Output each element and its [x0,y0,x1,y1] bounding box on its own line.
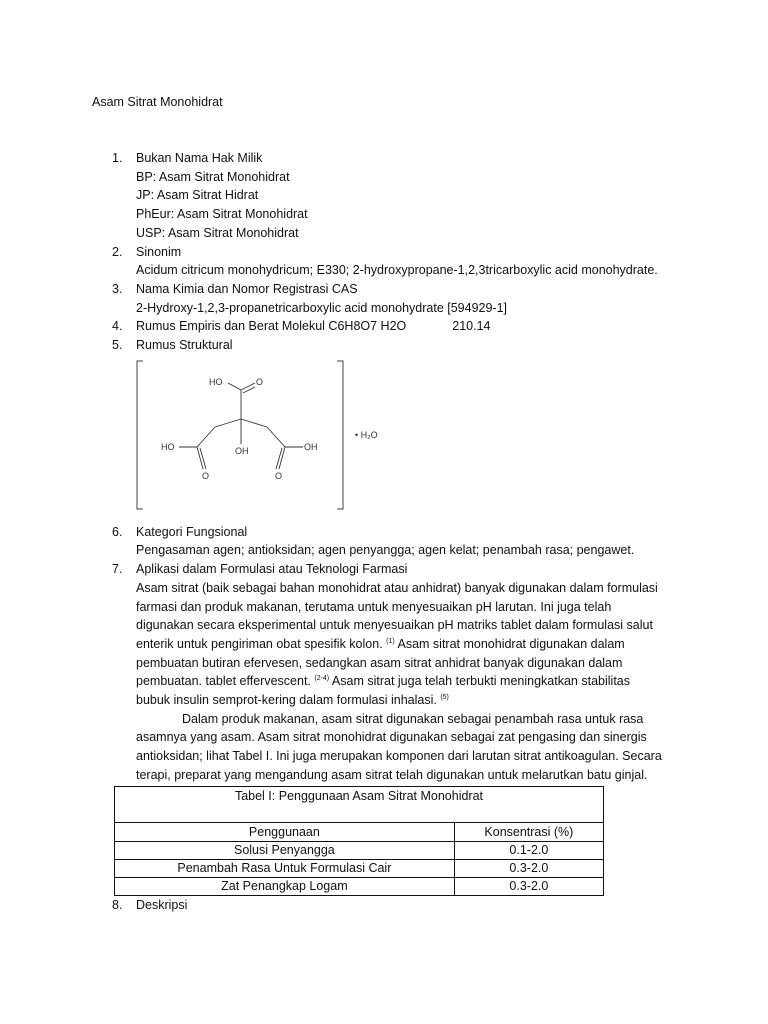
section-nonproprietary-names [112,149,682,243]
empirical-formula-line [136,317,682,336]
text-run: pembuatan. tablet effervescent. [136,674,315,689]
section-number: 7. [112,562,123,577]
label-o-right: O [275,470,283,481]
applications-paragraph-2 [136,710,682,785]
section-number: 1. [112,151,123,165]
paragraph-line: antioksidan; lihat Tabel I. Ini juga merupakan komponen dari larutan sitrat antikoagulan. Secara [136,749,662,764]
table-cell: Penambah Rasa Untuk Formulasi Cair [115,859,455,877]
paragraph-line [136,635,682,654]
table-header-row [115,822,604,841]
paragraph-line: farmasi dan produk makanan, terutama untuk menyesuaikan pH larutan. Ini juga telah [136,599,612,614]
name-bp: BP: Asam Sitrat Monohidrat [136,169,290,184]
section-number: 3. [112,281,123,296]
paragraph-line: digunakan secara eksperimental untuk menyesuaikan pH matriks tablet dalam formulasi salut [136,618,653,633]
section-number: 5. [112,338,123,353]
synonyms-text: Acidum citricum monohydricum; E330; 2-hydroxypropane-1,2,3tricarboxylic acid monohydrate. [136,263,658,278]
section-functional-category [112,523,682,560]
label-ho-top: HO [209,376,223,387]
right-bracket [337,361,343,509]
section-heading: Rumus Struktural [136,338,233,353]
paragraph-line: Dalam produk makanan, asam sitrat digunakan sebagai penambah rasa untuk rasa [182,711,644,726]
chemical-name-text: 2-Hydroxy-1,2,3-propanetricarboxylic acid monohydrate [594929-1] [136,300,508,315]
section-number: 8. [112,897,123,912]
name-pheur: PhEur: Asam Sitrat Monohidrat [136,207,308,222]
section-heading: Rumus Empiris dan Berat Molekul C6H8O7 H2O [136,319,407,334]
name-jp: JP: Asam Sitrat Hidrat [136,188,259,203]
text-run: Asam sitrat monohidrat digunakan dalam [394,636,625,651]
paragraph-line: Asam sitrat (baik sebagai bahan monohidrat atau anhidrat) banyak digunakan dalam formulasi [136,580,658,595]
label-ho-left: HO [161,441,175,452]
left-bracket [137,361,143,509]
paragraph-line [136,691,682,710]
label-water: • H₂O [355,429,378,440]
section-heading: Sinonim [136,244,182,259]
molecular-weight: 210.14 [452,319,491,334]
table-row [115,841,604,859]
label-oh-right: OH [304,441,318,452]
functional-category-text: Pengasaman agen; antioksidan; agen penyangga; agen kelat; penambah rasa; pengawet. [136,543,635,558]
name-usp: USP: Asam Sitrat Monohidrat [136,225,299,240]
citation-5: (5) [440,694,449,702]
column-header: Konsentrasi (%) [454,822,603,841]
bond-lines [179,383,303,469]
paragraph-line: terapi, preparat yang mengandung asam sitrat telah digunakan untuk melarutkan batu ginjal. [136,767,648,782]
paragraph-line [136,672,682,691]
column-header: Penggunaan [115,822,455,841]
applications-paragraph-1 [136,579,682,710]
citation-2-4: (2-4) [314,675,330,683]
structural-formula-figure [133,359,433,519]
text-run: bubuk insulin semprot-kering dalam formulasi inhalasi. [136,693,441,708]
section-applications [112,560,682,895]
text-run: enterik untuk pengiriman obat spesifik kolon. [136,636,387,651]
table-cell: Zat Penangkap Logam [115,877,455,895]
label-o-left: O [202,470,210,481]
citric-acid-structure [133,359,433,519]
section-heading: Kategori Fungsional [136,524,248,539]
text-run: Asam sitrat juga telah terbukti meningkatkan stabilitas [329,674,630,689]
numbered-list [112,149,682,914]
section-number: 2. [112,244,123,259]
label-oh-mid: OH [235,445,249,456]
section-heading: Nama Kimia dan Nomor Registrasi CAS [136,281,358,296]
section-synonyms [112,243,682,280]
section-description [112,896,682,915]
section-structural-formula [112,336,682,519]
document-title: Asam Sitrat Monohidrat [92,95,223,109]
citation-1: (1) [386,637,395,645]
section-empirical-formula [112,317,682,336]
section-chemical-name [112,280,682,317]
section-number: 4. [112,319,123,334]
section-heading: Deskripsi [136,897,188,912]
table-cell: 0.1-2.0 [454,841,603,859]
paragraph-line: asamnya yang asam. Asam sitrat monohidrat digunakan sebagai zat pengasing dan sinergis [136,730,647,745]
table-cell: 0.3-2.0 [454,859,603,877]
paragraph-line: pembuatan butiran efervesen, sedangkan asam sitrat anhidrat banyak digunakan dalam [136,655,623,670]
section-number: 6. [112,524,123,539]
section-heading: Aplikasi dalam Formulasi atau Teknologi Farmasi [136,562,408,577]
table-cell: Solusi Penyangga [115,841,455,859]
section-heading: Bukan Nama Hak Milik [136,151,263,165]
label-o-top: O [256,376,264,387]
table-caption: Tabel I: Penggunaan Asam Sitrat Monohidrat [115,786,604,822]
table-cell: 0.3-2.0 [454,877,603,895]
table-caption-row [115,786,604,822]
table-row [115,877,604,895]
table-row [115,859,604,877]
usage-table [114,786,604,896]
